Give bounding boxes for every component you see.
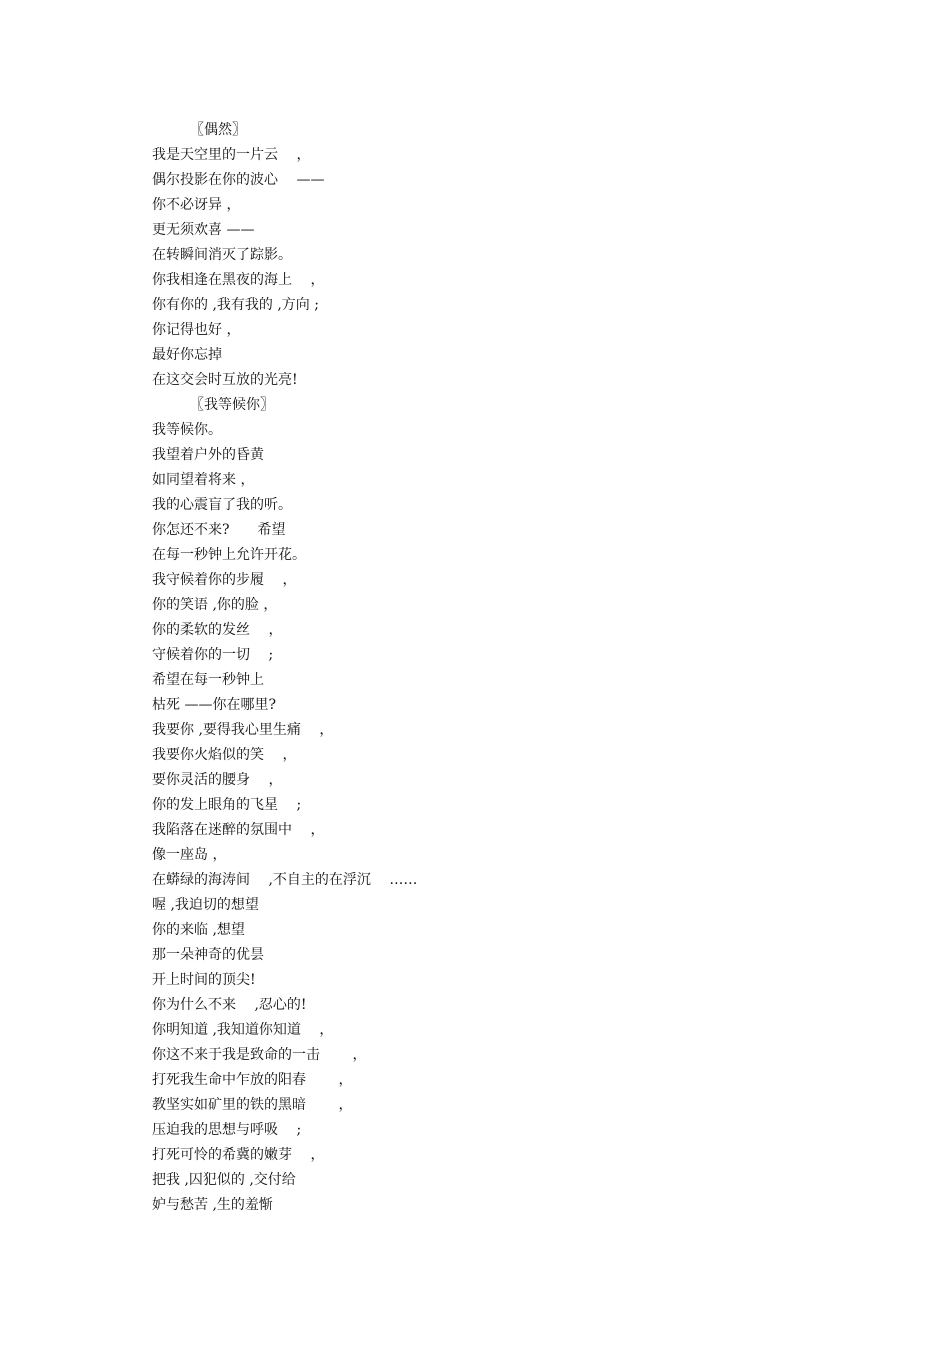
poem-line: 你不必讶异 ，	[152, 197, 241, 213]
poem-line: 在每一秒钟上允许开花。	[152, 547, 306, 563]
poem-line: 我守候着你的步履 ，	[152, 572, 297, 588]
poem-line: 守候着你的一切 ;	[152, 647, 274, 663]
poem-line: 要你灵活的腰身 ，	[152, 772, 283, 788]
poem-line: 压迫我的思想与呼吸 ;	[152, 1122, 302, 1138]
poem-line: 更无须欢喜 ——	[152, 222, 255, 238]
poem-line: 你有你的 ,我有我的 ,方向 ;	[152, 297, 319, 313]
poem-line: 妒与愁苦 ,生的羞惭	[152, 1197, 273, 1213]
poem-line: 你的来临 ,想望	[152, 922, 245, 938]
poem-line: 枯死 ——你在哪里?	[152, 697, 276, 713]
poem-line: 你的发上眼角的飞星 ;	[152, 797, 302, 813]
poem-line: 我要你 ,要得我心里生痛 ，	[152, 722, 334, 738]
poem-line: 偶尔投影在你的波心 ——	[152, 172, 325, 188]
poem-wo-deng-hou-ni	[152, 393, 792, 1218]
poem-line: 希望在每一秒钟上	[152, 672, 264, 688]
poem-line: 开上时间的顶尖!	[152, 972, 256, 988]
poem-line: 你明知道 ,我知道你知道 ，	[152, 1022, 334, 1038]
poem-line: 把我 ,囚犯似的 ,交付给	[152, 1172, 296, 1188]
poem-line: 如同望着将来 ，	[152, 472, 255, 488]
poem-line: 你为什么不来 ,忍心的!	[152, 997, 307, 1013]
poem-line: 打死可怜的希冀的嫩芽 ，	[152, 1147, 325, 1163]
poem-line: 我望着户外的昏黄	[152, 447, 264, 463]
poem-line: 在蟒绿的海涛间 ,不自主的在浮沉 ……	[152, 872, 418, 888]
poem-line: 我陷落在迷醉的氛围中 ，	[152, 822, 325, 838]
poem-line: 像一座岛 ，	[152, 847, 227, 863]
poem-line: 我等候你。	[152, 422, 222, 438]
poem-line: 你我相逢在黑夜的海上 ，	[152, 272, 325, 288]
poem-title: 〖偶然〗	[190, 122, 246, 138]
poem-ouran	[152, 118, 792, 393]
poem-line: 喔 ,我迫切的想望	[152, 897, 259, 913]
poem-line: 在转瞬间消灭了踪影。	[152, 247, 292, 263]
poem-line: 你的笑语 ,你的脸 ，	[152, 597, 278, 613]
poem-line: 你这不来于我是致命的一击 ，	[152, 1047, 367, 1063]
poem-line: 打死我生命中乍放的阳春 ，	[152, 1072, 353, 1088]
poem-line: 我要你火焰似的笑 ，	[152, 747, 297, 763]
poem-line: 在这交会时互放的光亮!	[152, 372, 298, 388]
poem-title: 〖我等候你〗	[190, 397, 274, 413]
poem-line: 我的心震盲了我的听。	[152, 497, 292, 513]
poem-line: 我是天空里的一片云 ，	[152, 147, 311, 163]
poem-line: 那一朵神奇的优昙	[152, 947, 264, 963]
poem-line: 你怎还不来? 希望	[152, 522, 286, 538]
poem-line: 你的柔软的发丝 ，	[152, 622, 283, 638]
poem-line: 最好你忘掉	[152, 347, 222, 363]
poem-line: 教坚实如矿里的铁的黑暗 ，	[152, 1097, 353, 1113]
poem-line: 你记得也好 ，	[152, 322, 241, 338]
